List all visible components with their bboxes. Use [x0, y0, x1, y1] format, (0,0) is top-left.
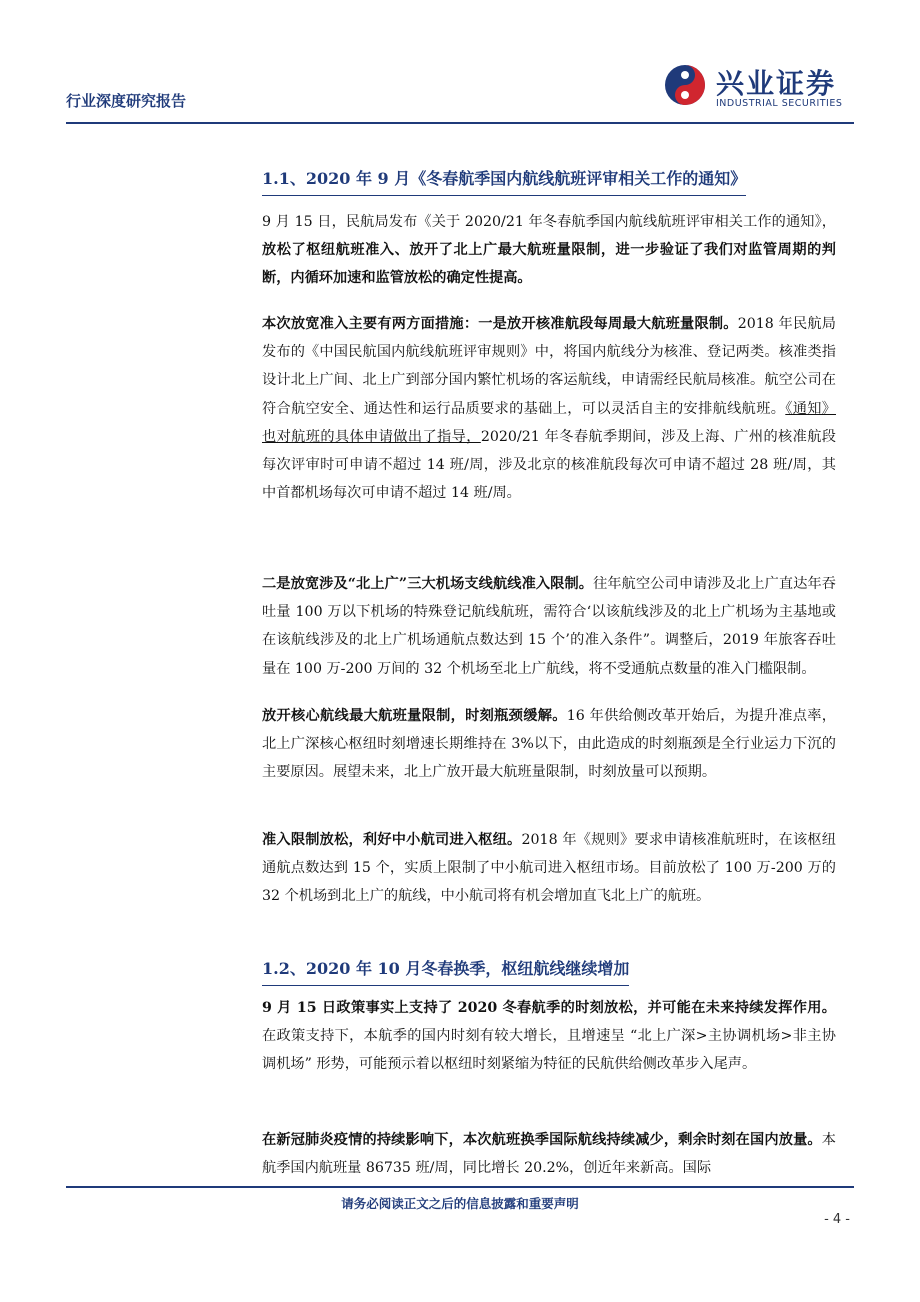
- paragraph-4: [262, 702, 836, 787]
- paragraph-1: [262, 208, 836, 293]
- brand-logo: [664, 62, 864, 112]
- section-title-1-2: 1.2、2020 年 10 月冬春换季，枢纽航线继续增加: [262, 956, 629, 986]
- report-type-label: 行业深度研究报告: [66, 92, 187, 110]
- paragraph-5: [262, 826, 836, 911]
- paragraph-text: 16 年供给侧改革开始后，为提升准点率，北上广深核心枢纽时刻增速长期维持在 3%以下，由此造成的时刻瓶颈是全行业运力下沉的主要原因。展望未来，北上广放开最大航班量限制，时刻放量可以预期。: [262, 708, 836, 781]
- page-number: - 4 -: [824, 1212, 850, 1227]
- paragraph-7: [262, 1126, 836, 1182]
- paragraph-text: 2020/21 年冬春航季期间，涉及上海、广州的核准航段每次评审时可申请不超过 14 班/周，涉及北京的核准航段每次可申请不超过 28 班/周，其中首都机场每次可申请不超过 14 班/周。: [262, 428, 836, 502]
- paragraph-6: [262, 994, 836, 1079]
- logo-chinese-name: 兴业证券: [716, 67, 837, 100]
- paragraph-bold-lead: 放开核心航线最大航班量限制，时刻瓶颈缓解。: [262, 708, 567, 724]
- paragraph-text: 往年航空公司申请涉及北上广直达年吞吐量 100 万以下机场的特殊登记航线航班，需符合‘以该航线涉及的北上广机场为主基地或在该航线涉及的北上广机场通航点数达到 15 个’的准入条件”。调整后，2019 年旅客吞吐量在 100 万-200 万间的 32 个机场至北上广航线，将不受通航点数量的准入门槛限制。: [262, 576, 836, 677]
- logo-english-name: INDUSTRIAL SECURITIES: [716, 98, 843, 109]
- footer-divider: [66, 1186, 854, 1188]
- paragraph-underlined-text: 《通知》也对航班的具体申请做出了指导，: [262, 400, 836, 445]
- paragraph-bold-lead: 二是放宽涉及“北上广”三大机场支线航线准入限制。: [262, 576, 594, 592]
- paragraph-bold-lead: 本次放宽准入主要有两方面措施：一是放开核准航段每周最大航班量限制。: [262, 316, 738, 332]
- section-title-1-1: 1.1、2020 年 9 月《冬春航季国内航线航班评审相关工作的通知》: [262, 166, 746, 196]
- paragraph-bold-lead: 在新冠肺炎疫情的持续影响下，本次航班换季国际航线持续减少，剩余时刻在国内放量。: [262, 1132, 822, 1148]
- paragraph-text: 2018 年民航局发布的《中国民航国内航线航班评审规则》中，将国内航线分为核准、登记两类。核准类指设计北上广间、北上广到部分国内繁忙机场的客运航线，申请需经民航局核准。航空公司在符合航空安全、通达性和运行品质要求的基础上，可以灵活自主的安排航线航班。: [262, 316, 836, 417]
- paragraph-text: 在政策支持下，本航季的国内时刻有较大增长，且增速呈 “北上广深>主协调机场>非主协调机场” 形势，可能预示着以枢纽时刻紧缩为特征的民航供给侧改革步入尾声。: [262, 1028, 836, 1073]
- paragraph-text: 9 月 15 日，民航局发布《关于 2020/21 年冬春航季国内航线航班评审相关工作的通知》，: [262, 214, 836, 230]
- paragraph-bold-lead: 准入限制放松，利好中小航司进入枢纽。: [262, 832, 522, 848]
- logo-swirl-icon: [664, 64, 706, 106]
- paragraph-bold-tail: 放松了枢纽航班准入、放开了北上广最大航班量限制，进一步验证了我们对监管周期的判断，内循环加速和监管放松的确定性提高。: [262, 242, 836, 287]
- disclaimer-notice: 请务必阅读正文之后的信息披露和重要声明: [341, 1196, 579, 1211]
- paragraph-text: 本航季国内航班量 86735 班/周，同比增长 20.2%，创近年来新高。国际: [262, 1132, 836, 1177]
- paragraph-3: [262, 570, 836, 683]
- header-divider: [66, 122, 854, 124]
- paragraph-text: 2018 年《规则》要求申请核准航班时，在该枢纽通航点数达到 15 个，实质上限制了中小航司进入枢纽市场。目前放松了 100 万-200 万的 32 个机场到北上广的航线，中小航司将有机会增加直飞北上广的航班。: [262, 832, 836, 905]
- paragraph-2: [262, 310, 836, 507]
- paragraph-bold-lead: 9 月 15 日政策事实上支持了 2020 冬春航季的时刻放松，并可能在未来持续发挥作用。: [262, 1000, 836, 1016]
